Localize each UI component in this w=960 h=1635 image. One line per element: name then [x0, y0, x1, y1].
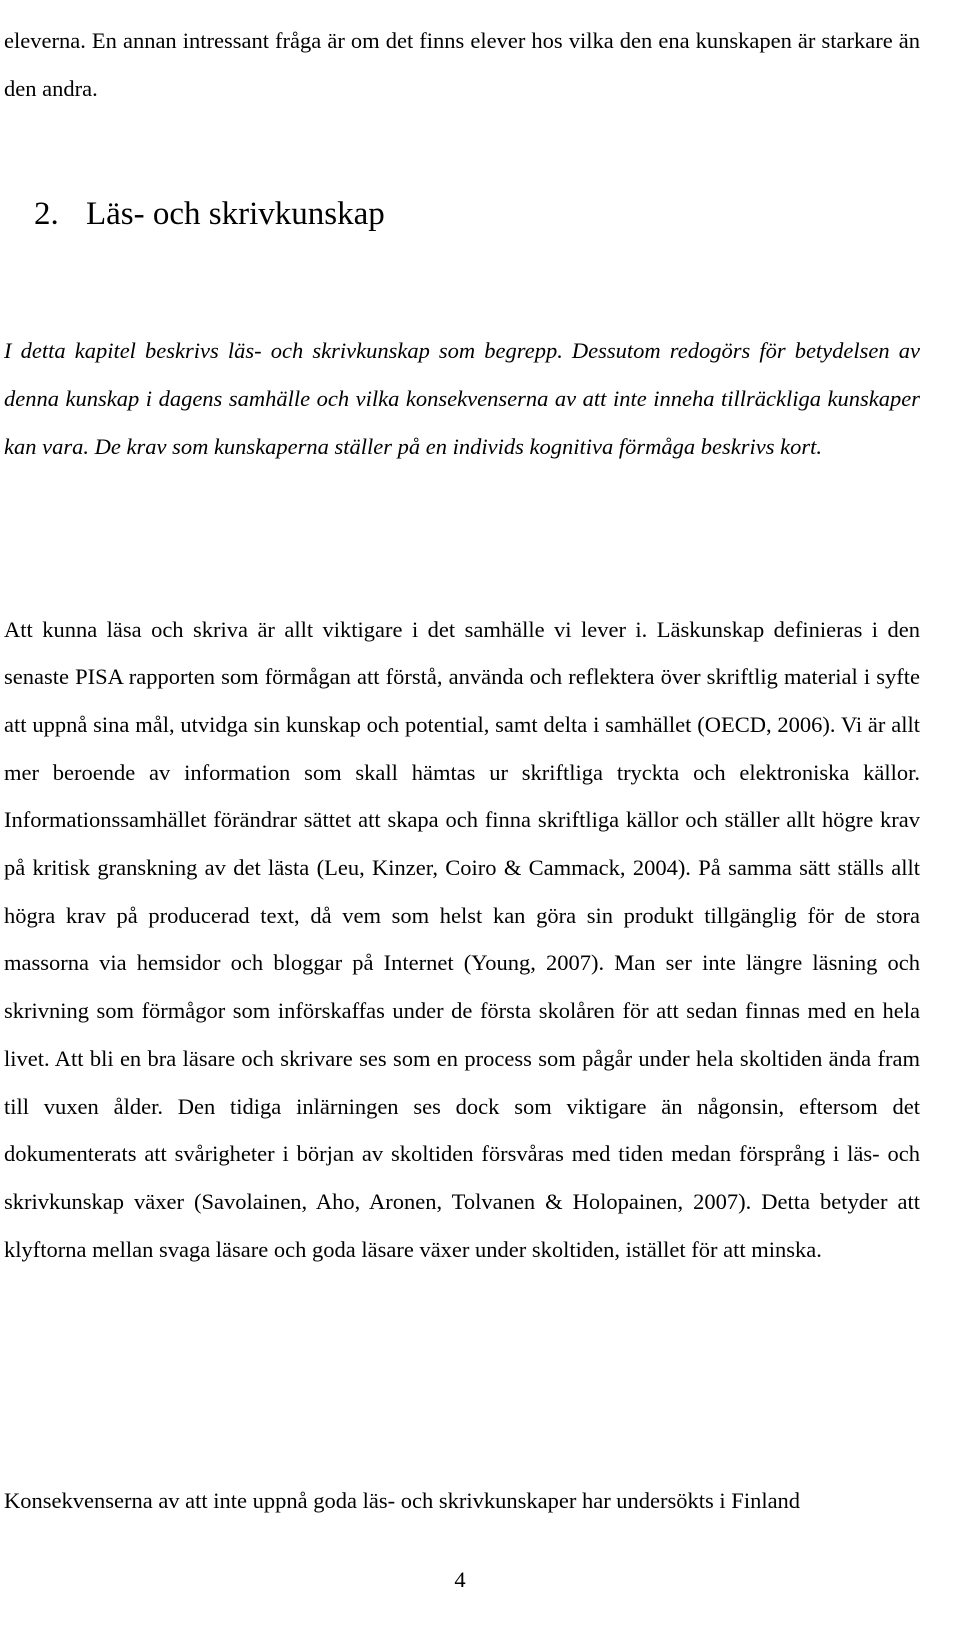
closing-paragraph: Konsekvenserna av att inte uppnå goda läs- och skrivkunskaper har undersökts i Finland — [4, 1487, 801, 1513]
intro-paragraph-continuation: eleverna. En annan intressant fråga är om det finns elever hos vilka den ena kunskapen är starkare än den andra. — [4, 27, 920, 101]
body-paragraph: Att kunna läsa och skriva är allt viktigare i det samhälle vi lever i. Läskunskap definieras i den senaste PISA rapporten som förmågan att förstå, använda och reflektera över skriftlig material i syfte att uppnå sina mål, utvidga sin kunskap och potential, samt delta i samhället (OECD, 2006). Vi är allt mer beroende av information som skall hämtas ur skriftliga tryckta och elektroniska källor. Informationssamhället förändrar sättet att skapa och finna skriftliga källor och ställer allt högre krav på kritisk granskning av det lästa (Leu, Kinzer, Coiro & Cammack, 2004). På samma sätt ställs allt högra krav på producerad text, då vem som helst kan göra sin produkt tillgänglig för de stora massorna via hemsidor och bloggar på Internet (Young, 2007). Man ser inte längre läsning och skrivning som förmågor som införskaffas under de första skolåren för att sedan finnas med en hela livet. Att bli en bra läsare och skrivare ses som en process som pågår under hela skoltiden ända fram till vuxen ålder. Den tidiga inlärningen ses dock som viktigare än någonsin, eftersom det dokumenterats att svårigheter i början av skoltiden försvåras med tiden medan försprång i läs- och skrivkunskap växer (Savolainen, Aho, Aronen, Tolvanen & Holopainen, 2007). Detta betyder att klyftorna mellan svaga läsare och goda läsare växer under skoltiden, istället för att minska. — [4, 616, 920, 1262]
chapter-heading — [34, 190, 385, 238]
chapter-number: 2. — [34, 196, 59, 232]
page-number: 4 — [454, 1567, 466, 1592]
chapter-abstract: I detta kapitel beskrivs läs- och skrivkunskap som begrepp. Dessutom redogörs för betydelsen av denna kunskap i dagens samhälle och vilka konsekvenserna av att inte inneha tillräckliga kunskaper kan vara. De krav som kunskaperna ställer på en individs kognitiva förmåga beskrivs kort. — [4, 337, 920, 459]
chapter-title: Läs- och skrivkunskap — [86, 196, 385, 232]
